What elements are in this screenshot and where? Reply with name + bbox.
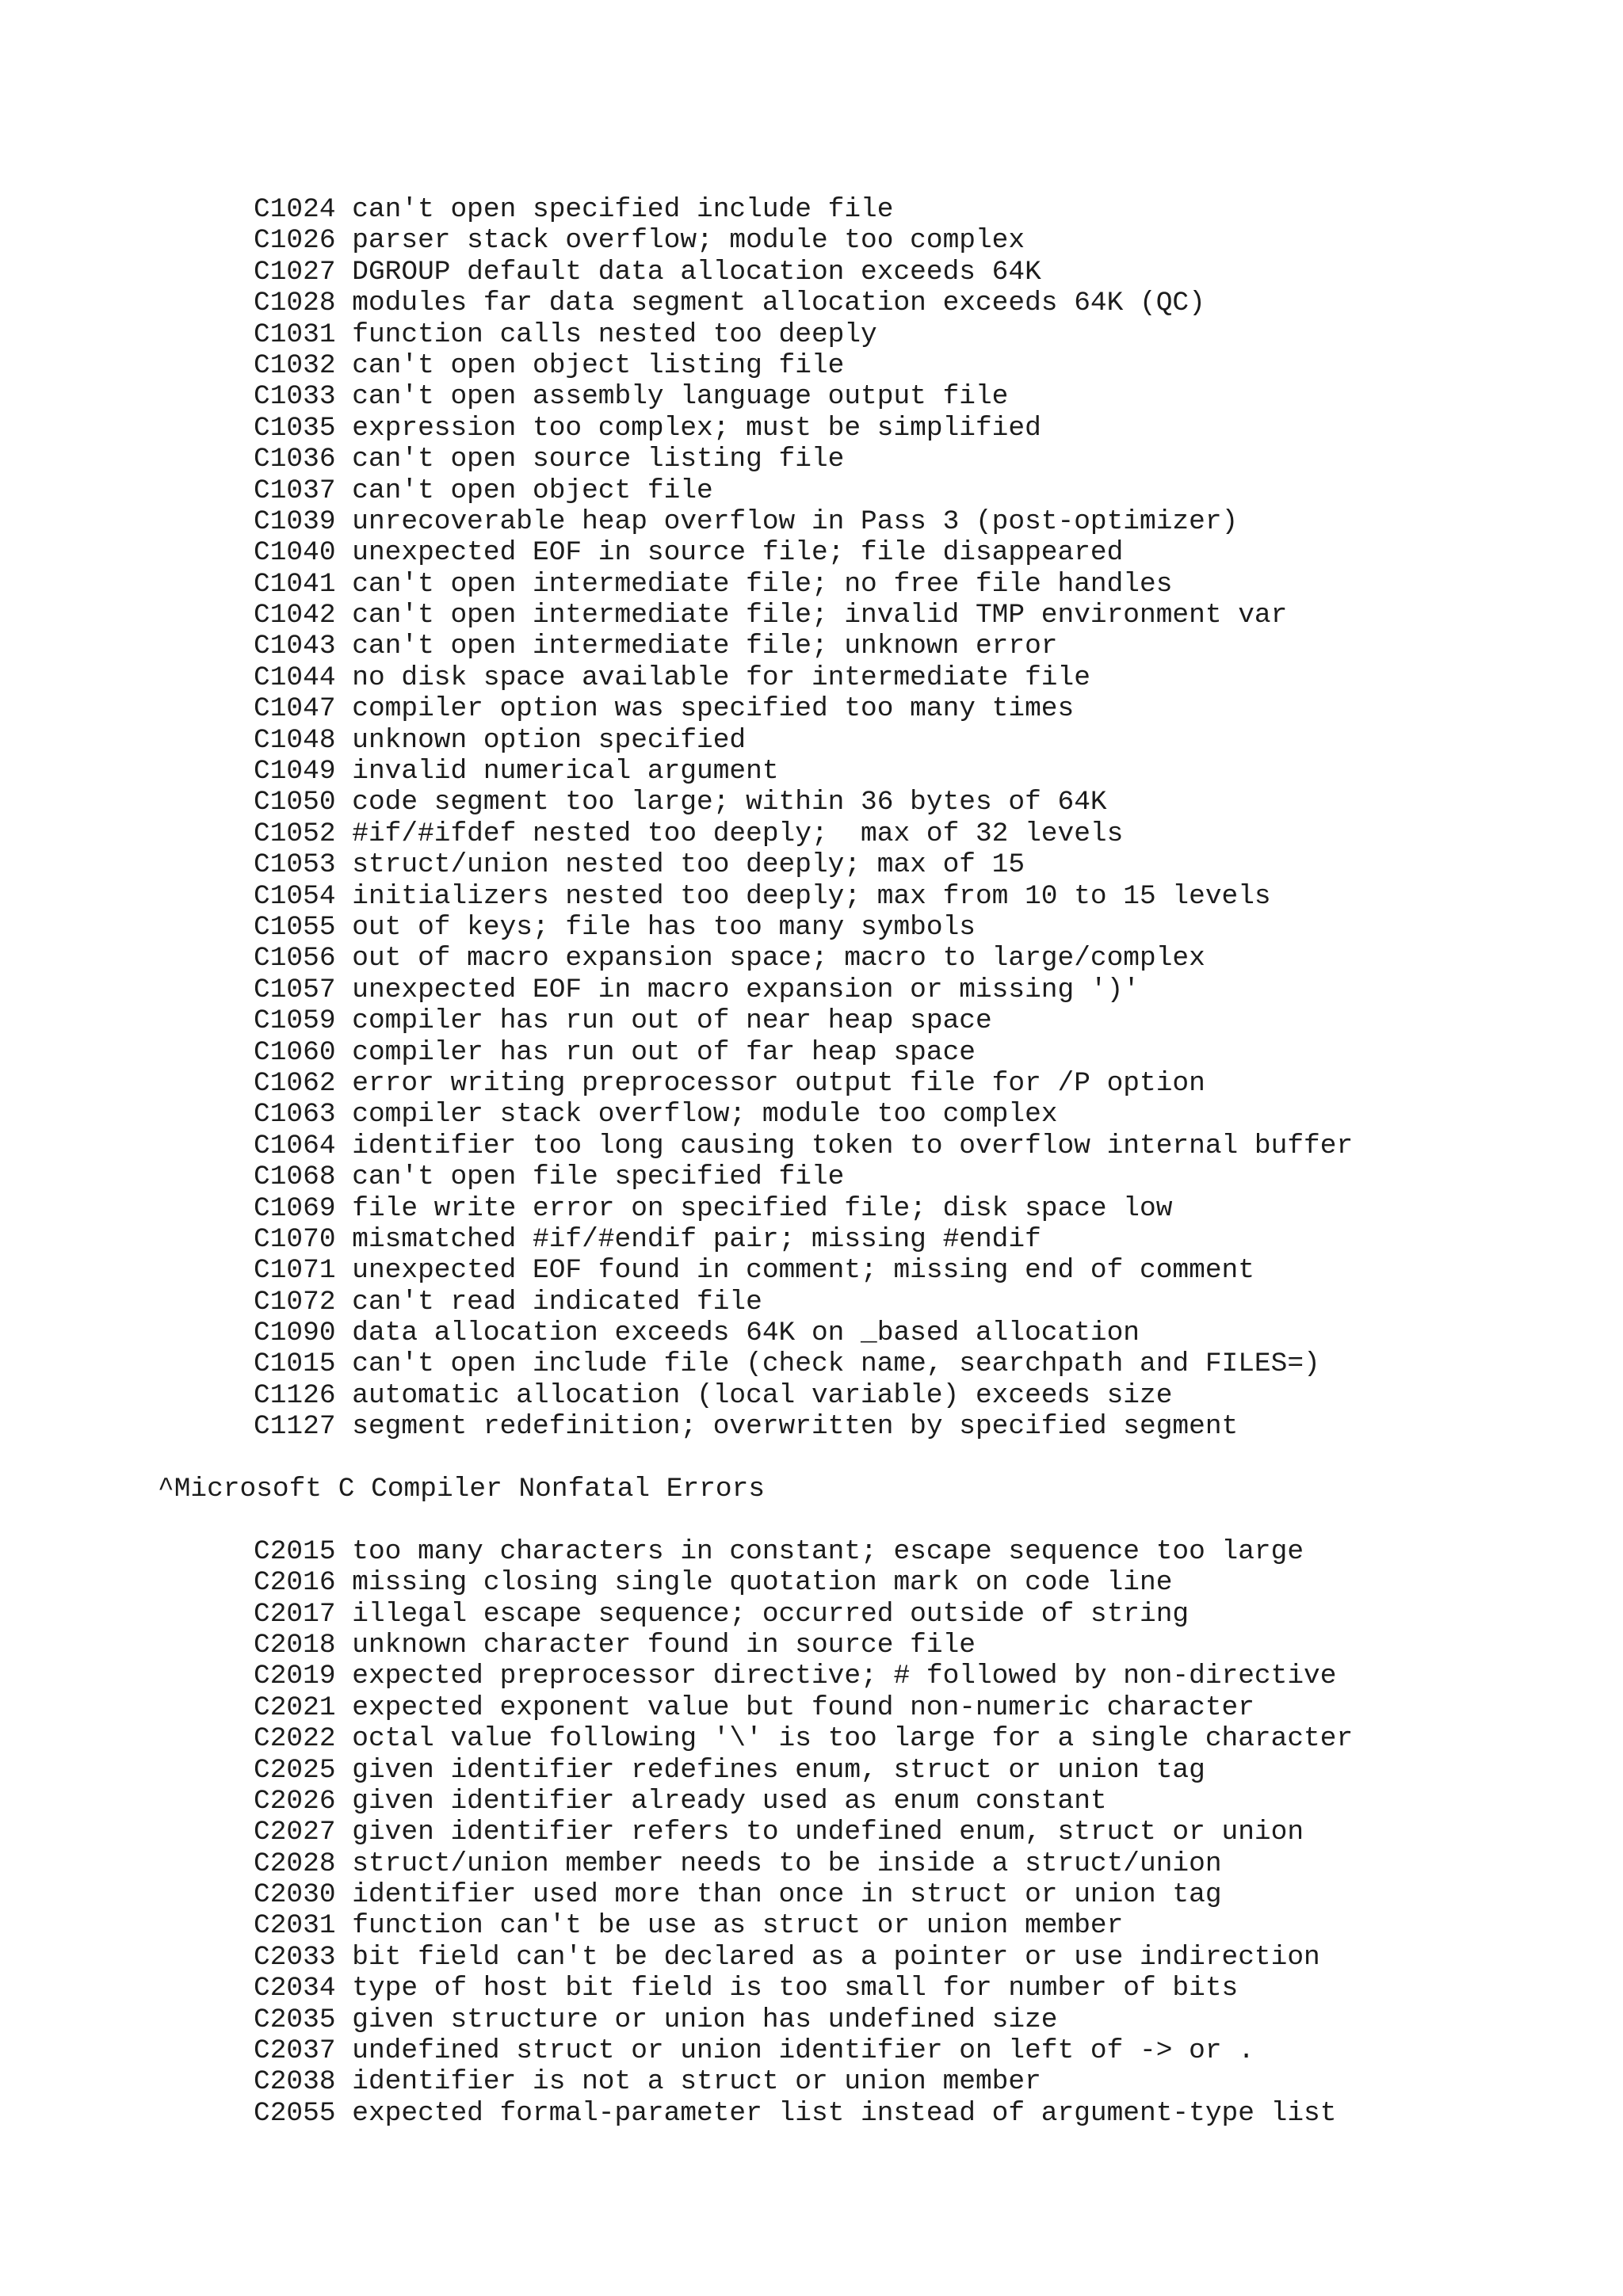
error-row [254,662,1623,693]
error-message: given identifier already used as enum constant [352,1785,1107,1817]
error-message: given identifier refers to undefined enum, struct or union [352,1817,1304,1848]
error-message: bit field can't be declared as a pointer or use indirection [352,1941,1320,1973]
error-code: C1036 [254,444,336,475]
error-code: C1027 [254,256,336,288]
error-row [254,319,1623,350]
error-row [254,1380,1623,1411]
error-message: missing closing single quotation mark on code line [352,1567,1173,1599]
error-row [254,1255,1623,1286]
error-message: unexpected EOF found in comment; missing end of comment [352,1255,1254,1287]
error-row [254,600,1623,631]
error-message: undefined struct or union identifier on left of -> or . [352,2035,1254,2067]
error-code: C1040 [254,537,336,569]
error-message: can't open file specified file [352,1161,845,1193]
error-message: expected formal-parameter list instead of argument-type list [352,2097,1337,2129]
error-code: C1053 [254,849,336,881]
error-code: C1047 [254,693,336,725]
error-message: mismatched #if/#endif pair; missing #endif [352,1223,1041,1255]
error-message: can't open object listing file [352,349,845,381]
error-row [254,756,1623,787]
error-row [254,943,1623,974]
error-code: C1037 [254,475,336,506]
error-code: C1071 [254,1255,336,1287]
error-row [254,1630,1623,1661]
error-row [254,225,1623,256]
error-code: C2021 [254,1691,336,1723]
error-message: struct/union nested too deeply; max of 15 [352,849,1025,881]
error-message: data allocation exceeds 64K on _based allocation [352,1318,1140,1349]
error-message: error writing preprocessor output file for /P option [352,1067,1205,1099]
error-row [254,725,1623,756]
error-code: C1042 [254,600,336,631]
error-row [254,413,1623,444]
error-message: given structure or union has undefined size [352,2004,1058,2035]
nonfatal-errors-heading: ^Microsoft C Compiler Nonfatal Errors [158,1474,766,1505]
error-code: C2038 [254,2066,336,2098]
error-message: function calls nested too deeply [352,318,877,350]
error-code: C1028 [254,288,336,319]
error-message: initializers nested too deeply; max from 10 to 15 levels [352,880,1271,912]
error-row [254,1755,1623,1786]
error-code: C2026 [254,1785,336,1817]
error-code: C1126 [254,1379,336,1411]
error-message: no disk space available for intermediate file [352,662,1090,693]
error-code: C1031 [254,318,336,350]
error-row [254,506,1623,537]
error-message: can't open object file [352,475,713,506]
error-row [254,537,1623,568]
document-page [0,194,1623,2129]
error-row [254,444,1623,475]
error-message: parser stack overflow; module too complex [352,225,1025,257]
error-message: out of keys; file has too many symbols [352,911,976,943]
error-code: C1064 [254,1130,336,1161]
error-message: #if/#ifdef nested too deeply; max of 32 levels [352,818,1124,849]
error-message: out of macro expansion space; macro to large/complex [352,943,1205,974]
error-row [254,2098,1623,2129]
error-row [254,2035,1623,2066]
error-code: C2017 [254,1598,336,1630]
error-code: C1068 [254,1161,336,1193]
error-code: C1026 [254,225,336,257]
error-message: can't open assembly language output file [352,381,1009,413]
error-message: can't open specified include file [352,194,894,225]
error-row [254,787,1623,818]
error-code: C1024 [254,194,336,225]
fatal-error-list [0,194,1623,1443]
error-message: identifier is not a struct or union member [352,2066,1041,2098]
error-row [254,350,1623,381]
error-message: unknown character found in source file [352,1629,976,1661]
error-row [254,974,1623,1005]
error-message: identifier too long causing token to overflow internal buffer [352,1130,1354,1161]
error-row [254,881,1623,912]
error-row [254,912,1623,943]
error-message: expected preprocessor directive; # followed by non-directive [352,1661,1337,1692]
error-message: expected exponent value but found non-numeric character [352,1691,1254,1723]
error-message: automatic allocation (local variable) exceeds size [352,1379,1173,1411]
error-message: identifier used more than once in struct or union tag [352,1879,1222,1911]
error-code: C1055 [254,911,336,943]
error-message: illegal escape sequence; occurred outside of string [352,1598,1190,1630]
error-message: unexpected EOF in macro expansion or missing ')' [352,974,1140,1005]
error-row [254,1411,1623,1442]
error-message: octal value following '\' is too large for a single character [352,1723,1354,1755]
error-code: C1054 [254,880,336,912]
nonfatal-error-list [0,1536,1623,2129]
error-code: C2037 [254,2035,336,2067]
error-row [254,1318,1623,1348]
error-row [254,849,1623,880]
error-message: unexpected EOF in source file; file disappeared [352,537,1124,569]
error-message: code segment too large; within 36 bytes of 64K [352,787,1107,818]
error-message: function can't be use as struct or union member [352,1910,1124,1942]
error-row [254,1348,1623,1379]
error-row [254,1910,1623,1941]
error-code: C1056 [254,943,336,974]
error-code: C1044 [254,662,336,693]
error-row [254,693,1623,724]
error-row [254,631,1623,662]
error-message: compiler option was specified too many times [352,693,1075,725]
error-code: C2027 [254,1817,336,1848]
error-message: DGROUP default data allocation exceeds 64K [352,256,1041,288]
error-message: can't open intermediate file; no free file handles [352,568,1173,600]
error-code: C1035 [254,412,336,444]
error-code: C2034 [254,1973,336,2004]
error-row [254,1817,1623,1848]
error-message: invalid numerical argument [352,756,779,788]
error-row [254,1973,1623,2004]
error-row [254,1287,1623,1318]
error-code: C1033 [254,381,336,413]
error-code: C1052 [254,818,336,849]
error-row [254,1661,1623,1691]
error-row [254,2066,1623,2097]
error-code: C1062 [254,1067,336,1099]
error-message: unknown option specified [352,724,747,756]
error-code: C2018 [254,1629,336,1661]
error-row [254,1599,1623,1630]
error-message: type of host bit field is too small for number of bits [352,1973,1239,2004]
error-code: C1070 [254,1223,336,1255]
error-message: compiler stack overflow; module too complex [352,1099,1058,1131]
error-row [254,1536,1623,1567]
error-code: C2025 [254,1754,336,1786]
error-message: struct/union member needs to be inside a struct/union [352,1848,1222,1879]
error-code: C2016 [254,1567,336,1599]
error-code: C2022 [254,1723,336,1755]
error-message: given identifier redefines enum, struct or union tag [352,1754,1205,1786]
error-row [254,288,1623,318]
error-code: C1015 [254,1348,336,1380]
error-row [254,1786,1623,1817]
error-row [254,1099,1623,1130]
error-row [254,1005,1623,1036]
error-code: C1057 [254,974,336,1005]
error-row [254,381,1623,412]
error-code: C1072 [254,1286,336,1318]
error-code: C2055 [254,2097,336,2129]
error-message: segment redefinition; overwritten by specified segment [352,1411,1239,1443]
error-row [254,475,1623,506]
error-message: expression too complex; must be simplified [352,412,1041,444]
error-code: C1043 [254,631,336,662]
error-row [254,1879,1623,1910]
error-row [254,2004,1623,2035]
error-row [254,569,1623,600]
error-row [254,1068,1623,1099]
error-message: unrecoverable heap overflow in Pass 3 (post-optimizer) [352,505,1239,537]
error-row [254,818,1623,849]
error-row [254,1224,1623,1255]
error-code: C2030 [254,1879,336,1911]
error-message: can't read indicated file [352,1286,762,1318]
error-code: C1050 [254,787,336,818]
error-code: C1048 [254,724,336,756]
error-message: can't open include file (check name, searchpath and FILES=) [352,1348,1320,1380]
error-code: C1032 [254,349,336,381]
error-code: C1059 [254,1005,336,1037]
error-message: file write error on specified file; disk space low [352,1192,1173,1224]
error-row [254,1161,1623,1192]
error-code: C2031 [254,1910,336,1942]
error-code: C1127 [254,1411,336,1443]
error-row [254,1131,1623,1161]
error-code: C2028 [254,1848,336,1879]
error-code: C1063 [254,1099,336,1131]
error-code: C2035 [254,2004,336,2035]
error-code: C2033 [254,1941,336,1973]
error-code: C1039 [254,505,336,537]
error-row [254,1942,1623,1973]
error-row [254,1692,1623,1723]
error-row [254,1723,1623,1754]
error-message: compiler has run out of near heap space [352,1005,992,1037]
error-message: too many characters in constant; escape sequence too large [352,1535,1304,1567]
error-row [254,1037,1623,1068]
error-code: C2019 [254,1661,336,1692]
error-code: C1060 [254,1036,336,1068]
error-message: compiler has run out of far heap space [352,1036,976,1068]
error-row [254,194,1623,225]
error-code: C1049 [254,756,336,788]
error-message: modules far data segment allocation exceeds 64K (QC) [352,288,1205,319]
error-row [254,1848,1623,1879]
error-code: C1090 [254,1318,336,1349]
error-message: can't open intermediate file; unknown error [352,631,1058,662]
error-code: C2015 [254,1535,336,1567]
error-message: can't open source listing file [352,444,845,475]
error-code: C1069 [254,1192,336,1224]
error-message: can't open intermediate file; invalid TMP environment var [352,600,1288,631]
error-row [254,1193,1623,1224]
error-row [254,257,1623,288]
error-row [254,1567,1623,1598]
error-code: C1041 [254,568,336,600]
